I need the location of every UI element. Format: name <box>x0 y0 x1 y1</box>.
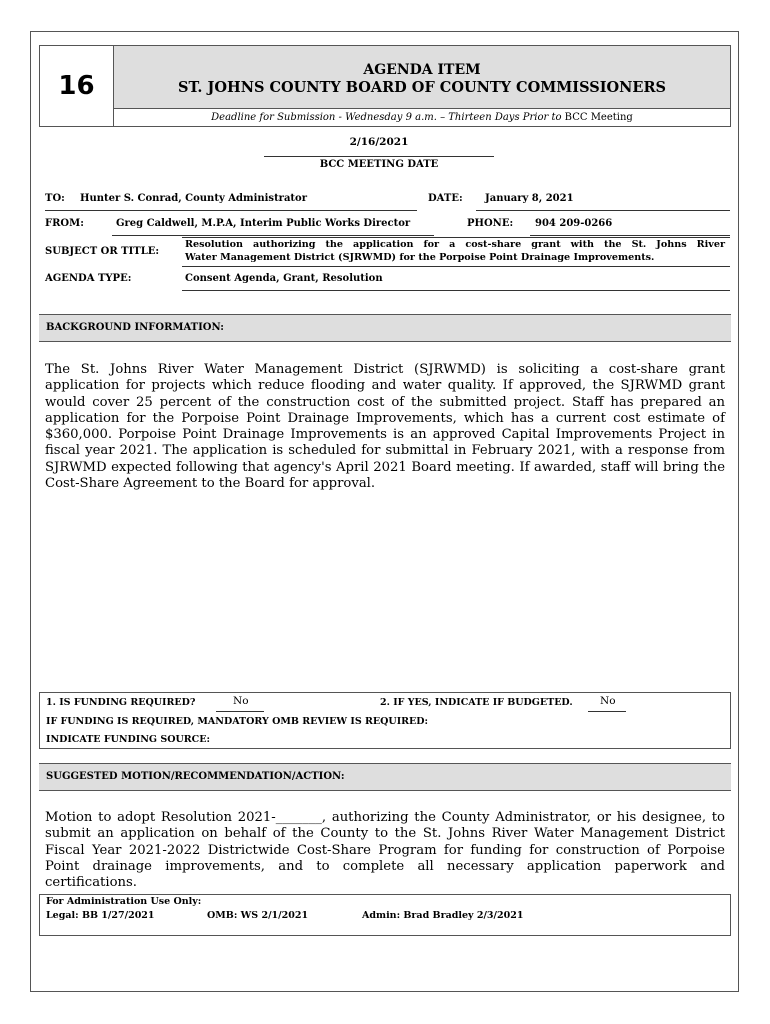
to-label: TO: <box>45 193 65 204</box>
agenda-item-number: 16 <box>40 46 114 126</box>
meeting-date-label: BCC MEETING DATE <box>319 159 439 170</box>
omb-review-label: IF FUNDING IS REQUIRED, MANDATORY OMB REVIEW IS REQUIRED: <box>46 716 429 727</box>
admin-approval: Admin: Brad Bradley 2/3/2021 <box>362 910 524 921</box>
deadline-suffix: BCC Meeting <box>561 112 633 123</box>
funding-required-label: 1. IS FUNDING REQUIRED? <box>46 697 196 708</box>
phone-underline <box>530 235 730 236</box>
meeting-date-underline <box>264 156 494 157</box>
motion-text: Motion to adopt Resolution 2021-_______, authorizing the County Administrator, or his designee, to submit an application on behalf of the County to the St. Johns River Water Management District Fiscal Year 2021-2022 Districtwide Cost-Share Program for funding for construction of Porpoise Point drainage improvements, and to complete all necessary application paperwork and certifications. <box>45 810 725 891</box>
budgeted-value: No <box>600 695 616 707</box>
agenda-header <box>39 45 731 127</box>
background-text: The St. Johns River Water Management District (SJRWMD) is soliciting a cost-share grant application for projects which reduce flooding and water quality. If approved, the SJRWMD grant would cover 25 percent of the construction cost of the submitted project. Staff has prepared an application for the Porpoise Point Drainage Improvements, which has a current cost estimate of $360,000. Porpoise Point Drainage Improvements is an approved Capital Improvements Project in fiscal year 2021. The application is scheduled for submittal in February 2021, with a response from SJRWMD expected following that agency's April 2021 Board meeting. If awarded, staff will bring the Cost-Share Agreement to the Board for approval. <box>45 362 725 492</box>
subject-line1: Resolution authorizing the application for a cost-share grant with the St. Johns River <box>185 239 725 250</box>
budgeted-label: 2. IF YES, INDICATE IF BUDGETED. <box>380 697 573 708</box>
funding-source-label: INDICATE FUNDING SOURCE: <box>46 734 210 745</box>
meeting-date: 2/16/2021 <box>349 136 409 148</box>
date-value: January 8, 2021 <box>485 193 574 204</box>
date-label: DATE: <box>428 193 463 204</box>
admin-use-heading: For Administration Use Only: <box>46 896 202 907</box>
subject-line2: Water Management District (SJRWMD) for the Porpoise Point Drainage Improvements. <box>185 252 655 263</box>
date-underline <box>476 210 730 211</box>
to-underline <box>45 210 417 211</box>
phone-value: 904 209-0266 <box>535 218 613 229</box>
subject-label: SUBJECT OR TITLE: <box>45 246 160 257</box>
deadline-text: Deadline for Submission - Wednesday 9 a.m. – Thirteen Days Prior to <box>211 112 562 123</box>
motion-heading: SUGGESTED MOTION/RECOMMENDATION/ACTION: <box>39 763 731 791</box>
agenda-title-line2: ST. JOHNS COUNTY BOARD OF COUNTY COMMISSIONERS <box>178 79 666 96</box>
background-heading: BACKGROUND INFORMATION: <box>39 314 731 342</box>
legal-approval: Legal: BB 1/27/2021 <box>46 910 155 921</box>
agenda-title <box>114 46 730 109</box>
submission-deadline <box>114 109 730 126</box>
subject-underline <box>182 266 730 267</box>
from-value: Greg Caldwell, M.P.A, Interim Public Works Director <box>116 218 411 229</box>
from-underline <box>112 235 434 236</box>
agenda-type-label: AGENDA TYPE: <box>45 273 132 284</box>
agenda-type-underline <box>182 290 730 291</box>
funding-required-value: No <box>233 695 249 707</box>
subject-top-line <box>182 237 730 238</box>
budgeted-underline <box>588 711 626 712</box>
funding-required-underline <box>216 711 264 712</box>
to-value: Hunter S. Conrad, County Administrator <box>80 193 307 204</box>
agenda-type-value: Consent Agenda, Grant, Resolution <box>185 273 383 284</box>
omb-approval: OMB: WS 2/1/2021 <box>207 910 309 921</box>
phone-label: PHONE: <box>467 218 514 229</box>
from-label: FROM: <box>45 218 84 229</box>
agenda-title-line1: AGENDA ITEM <box>363 62 481 78</box>
